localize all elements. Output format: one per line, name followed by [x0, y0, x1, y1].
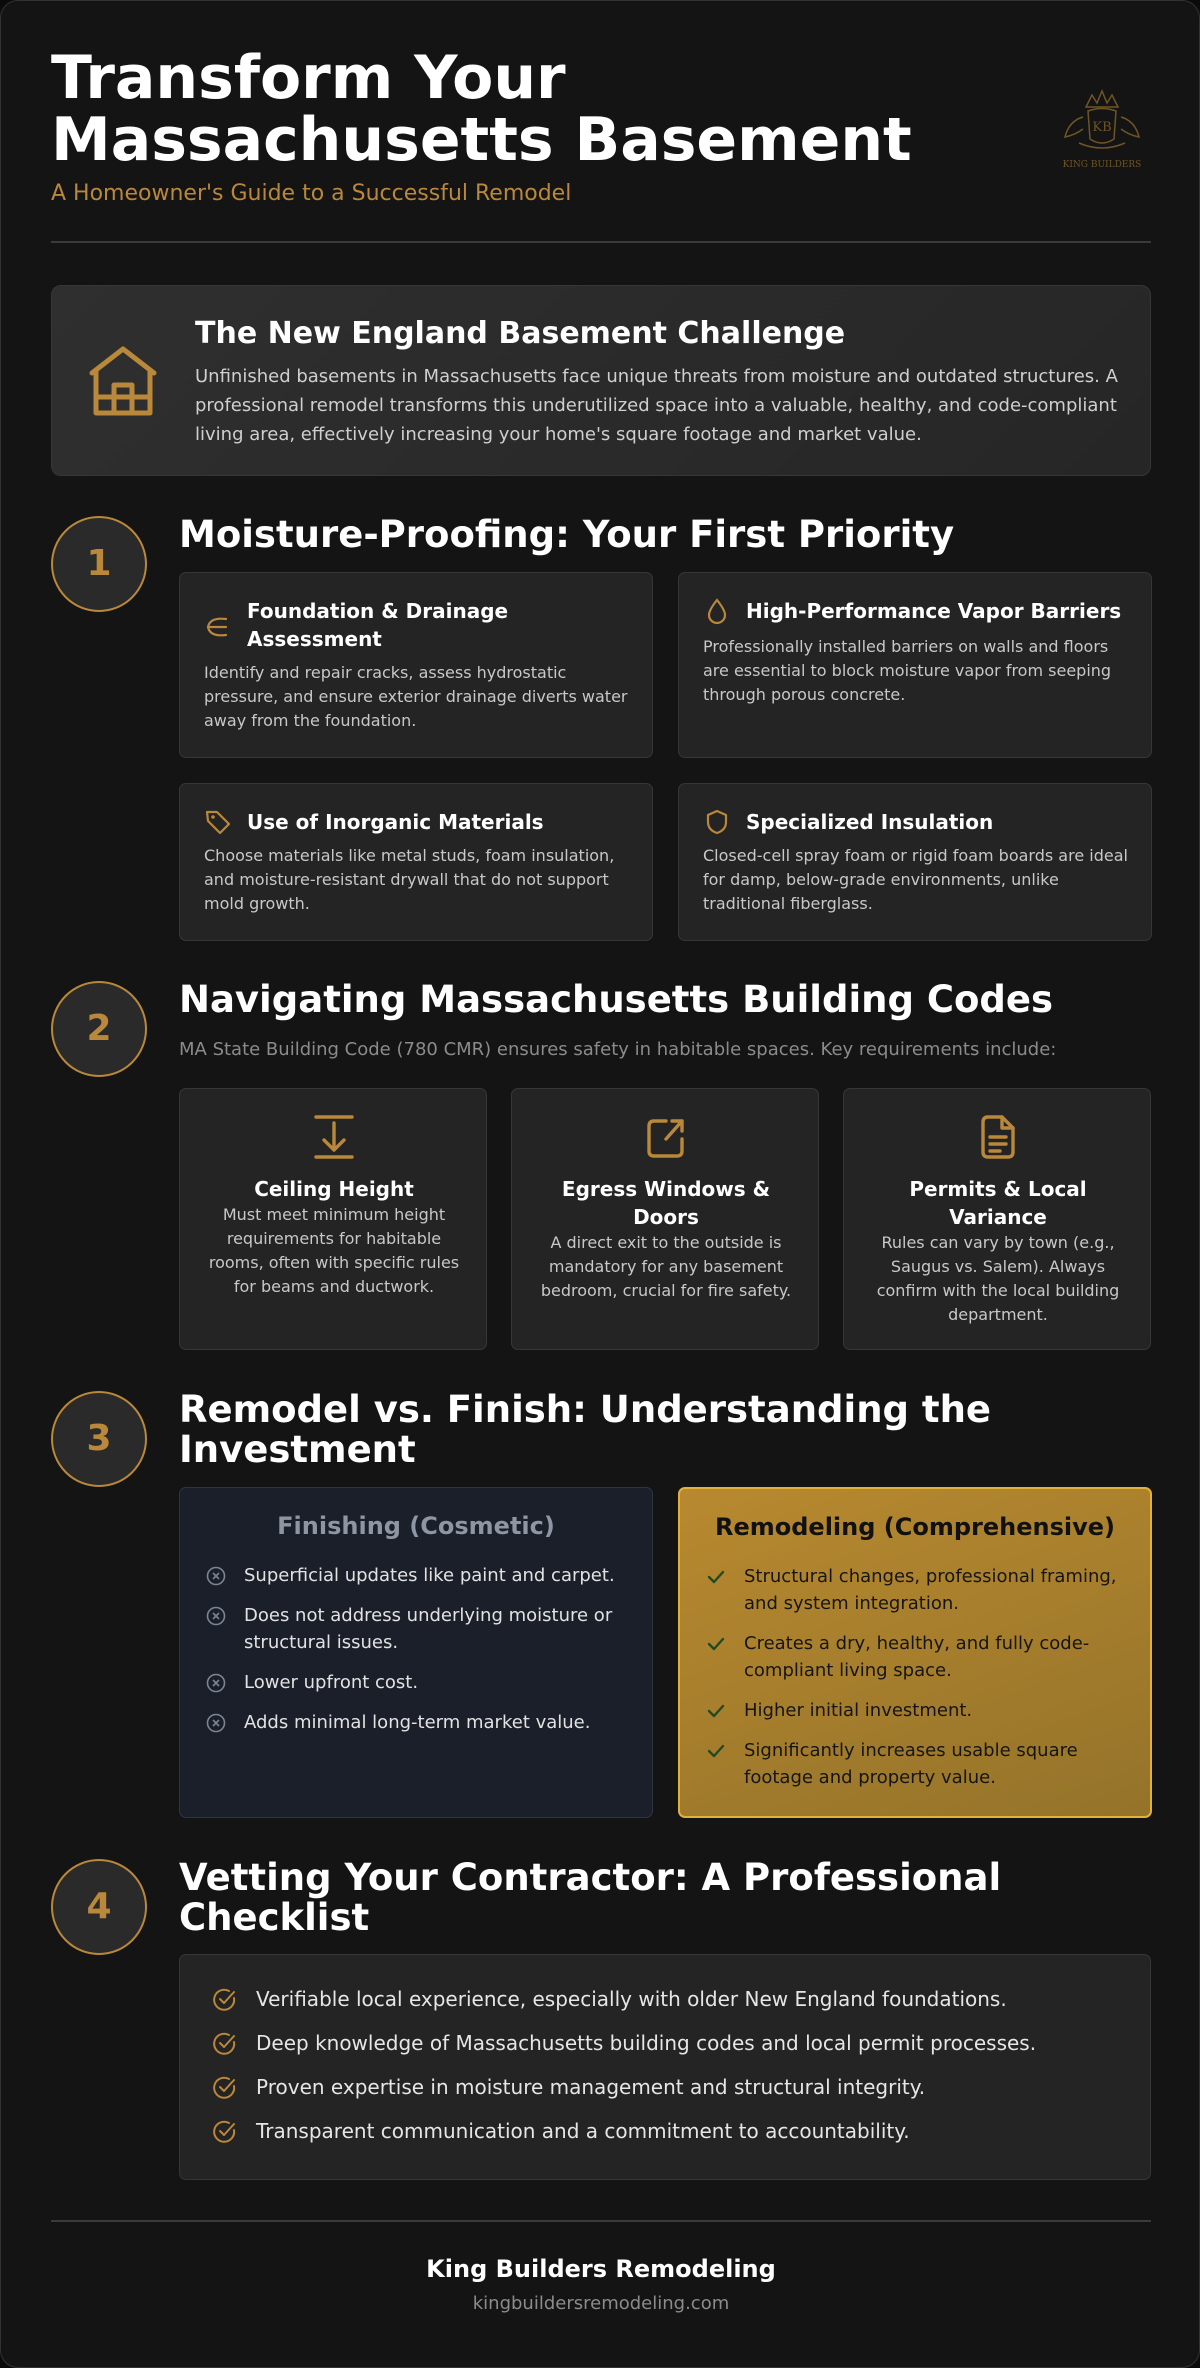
- finishing-list: [206, 1562, 636, 1749]
- card-title: Use of Inorganic Materials: [247, 810, 544, 834]
- checklist-item: [212, 2029, 1036, 2057]
- shield-icon: [703, 808, 731, 836]
- item-text: Creates a dry, healthy, and fully code-compliant living space.: [744, 1633, 1090, 1681]
- item-text: Deep knowledge of Massachusetts building codes and local permit processes.: [256, 2031, 1037, 2055]
- challenge-card: [51, 285, 1151, 476]
- item-text: Verifiable local experience, especially with older New England foundations.: [256, 1987, 1007, 2011]
- header: [51, 43, 1151, 243]
- section-3-title: Remodel vs. Finish: Understanding the Investment: [179, 1388, 992, 1471]
- item-text: Does not address underlying moisture or structural issues.: [244, 1605, 613, 1653]
- check-circle-icon: [212, 2119, 238, 2145]
- step-3-badge: 3: [51, 1391, 147, 1487]
- step-4-badge: 4: [51, 1859, 147, 1955]
- item-text: Transparent communication and a commitment to accountability.: [256, 2119, 910, 2143]
- king-builders-logo: [1053, 87, 1151, 175]
- code-card-permits: [843, 1088, 1151, 1350]
- card-text: Choose materials like metal studs, foam insulation, and moisture-resistant drywall that do not support mold growth.: [204, 846, 615, 913]
- ceiling-height-icon: [312, 1113, 356, 1161]
- list-item: [706, 1737, 1136, 1791]
- item-text: Lower upfront cost.: [244, 1672, 419, 1693]
- card-title: Ceiling Height: [254, 1177, 414, 1201]
- page-title: Transform Your Massachusetts Basement: [51, 43, 912, 175]
- checklist-item: [212, 2117, 1036, 2145]
- tag-icon: [204, 808, 232, 836]
- foundation-icon: [204, 613, 232, 641]
- check-icon: [706, 1741, 726, 1761]
- list-item: [706, 1563, 1136, 1617]
- finishing-title: Finishing (Cosmetic): [277, 1512, 555, 1540]
- item-text: Proven expertise in moisture management and structural integrity.: [256, 2075, 926, 2099]
- step-2-badge: 2: [51, 981, 147, 1077]
- check-icon: [706, 1567, 726, 1587]
- x-circle-icon: [206, 1673, 226, 1693]
- logo-monogram: KB: [1092, 120, 1112, 135]
- item-text: Structural changes, professional framing, and system integration.: [744, 1566, 1117, 1614]
- droplet-icon: [703, 597, 731, 625]
- list-item: [206, 1602, 636, 1656]
- footer-company-name: King Builders Remodeling: [426, 2255, 776, 2283]
- checklist-item: [212, 2073, 1036, 2101]
- moisture-card-insulation: [678, 783, 1152, 941]
- list-item: [706, 1630, 1136, 1684]
- footer-divider: [51, 2220, 1151, 2222]
- remodeling-title: Remodeling (Comprehensive): [714, 1513, 1115, 1541]
- checklist-item: [212, 1985, 1036, 2013]
- item-text: Significantly increases usable square footage and property value.: [744, 1740, 1078, 1788]
- card-title: Foundation & Drainage Assessment: [247, 599, 509, 651]
- list-item: [206, 1562, 636, 1589]
- check-circle-icon: [212, 1987, 238, 2013]
- step-1-badge: 1: [51, 516, 147, 612]
- section-1-title: Moisture-Proofing: Your First Priority: [179, 513, 955, 556]
- card-title: High-Performance Vapor Barriers: [746, 599, 1122, 623]
- item-text: Higher initial investment.: [744, 1700, 973, 1721]
- remodeling-list: [706, 1563, 1136, 1804]
- exit-icon: [644, 1113, 688, 1161]
- card-text: Closed-cell spray foam or rigid foam boards are ideal for damp, below-grade environments, unlike traditional fiberglass.: [703, 846, 1128, 913]
- list-item: [706, 1697, 1136, 1724]
- card-text: Must meet minimum height requirements for habitable rooms, often with specific rules for beams and ductwork.: [208, 1205, 460, 1296]
- card-text: A direct exit to the outside is mandatory for any basement bedroom, crucial for fire safety.: [540, 1233, 792, 1300]
- check-circle-icon: [212, 2075, 238, 2101]
- logo-wordmark: KING BUILDERS: [1062, 160, 1142, 170]
- list-item: [206, 1669, 636, 1696]
- section-2-title: Navigating Massachusetts Building Codes: [179, 978, 1054, 1021]
- check-icon: [706, 1701, 726, 1721]
- check-circle-icon: [212, 2031, 238, 2057]
- card-title: Permits & Local Variance: [909, 1177, 1087, 1229]
- moisture-card-materials: [179, 783, 653, 941]
- document-icon: [976, 1113, 1020, 1161]
- finishing-panel: [179, 1487, 653, 1818]
- x-circle-icon: [206, 1606, 226, 1626]
- card-title: Specialized Insulation: [746, 810, 994, 834]
- contractor-checklist: [179, 1954, 1151, 2180]
- item-text: Superficial updates like paint and carpet.: [244, 1565, 615, 1586]
- remodeling-panel: [678, 1487, 1152, 1818]
- divider: [51, 241, 1151, 243]
- footer-website-link[interactable]: kingbuildersremodeling.com: [472, 2293, 730, 2314]
- list-item: [206, 1709, 636, 1736]
- moisture-card-foundation: [179, 572, 653, 758]
- card-text: Rules can vary by town (e.g., Saugus vs. Salem). Always confirm with the local building department.: [876, 1233, 1120, 1324]
- x-circle-icon: [206, 1566, 226, 1586]
- code-card-egress: [511, 1088, 819, 1350]
- x-circle-icon: [206, 1713, 226, 1733]
- challenge-title: The New England Basement Challenge: [195, 316, 846, 351]
- code-card-ceiling: [179, 1088, 487, 1350]
- item-text: Adds minimal long-term market value.: [244, 1712, 591, 1733]
- card-title: Egress Windows & Doors: [561, 1177, 771, 1229]
- page-subtitle: A Homeowner's Guide to a Successful Remodel: [51, 181, 572, 206]
- section-4-title: Vetting Your Contractor: A Professional Checklist: [179, 1856, 1002, 1939]
- moisture-card-vapor: [678, 572, 1152, 758]
- card-text: Professionally installed barriers on walls and floors are essential to block moisture vapor from seeping through porous concrete.: [703, 637, 1112, 704]
- section-2-subtitle: MA State Building Code (780 CMR) ensures safety in habitable spaces. Key requirements include:: [179, 1039, 1057, 1060]
- house-icon: [88, 341, 158, 421]
- card-text: Identify and repair cracks, assess hydrostatic pressure, and ensure exterior drainage diverts water away from the foundation.: [204, 663, 628, 730]
- check-icon: [706, 1634, 726, 1654]
- challenge-text: Unfinished basements in Massachusetts face unique threats from moisture and outdated structures. A professional remodel transforms this underutilized space into a valuable, healthy, and code-compliant living area, effectively increasing your home's square footage and market value.: [195, 366, 1118, 445]
